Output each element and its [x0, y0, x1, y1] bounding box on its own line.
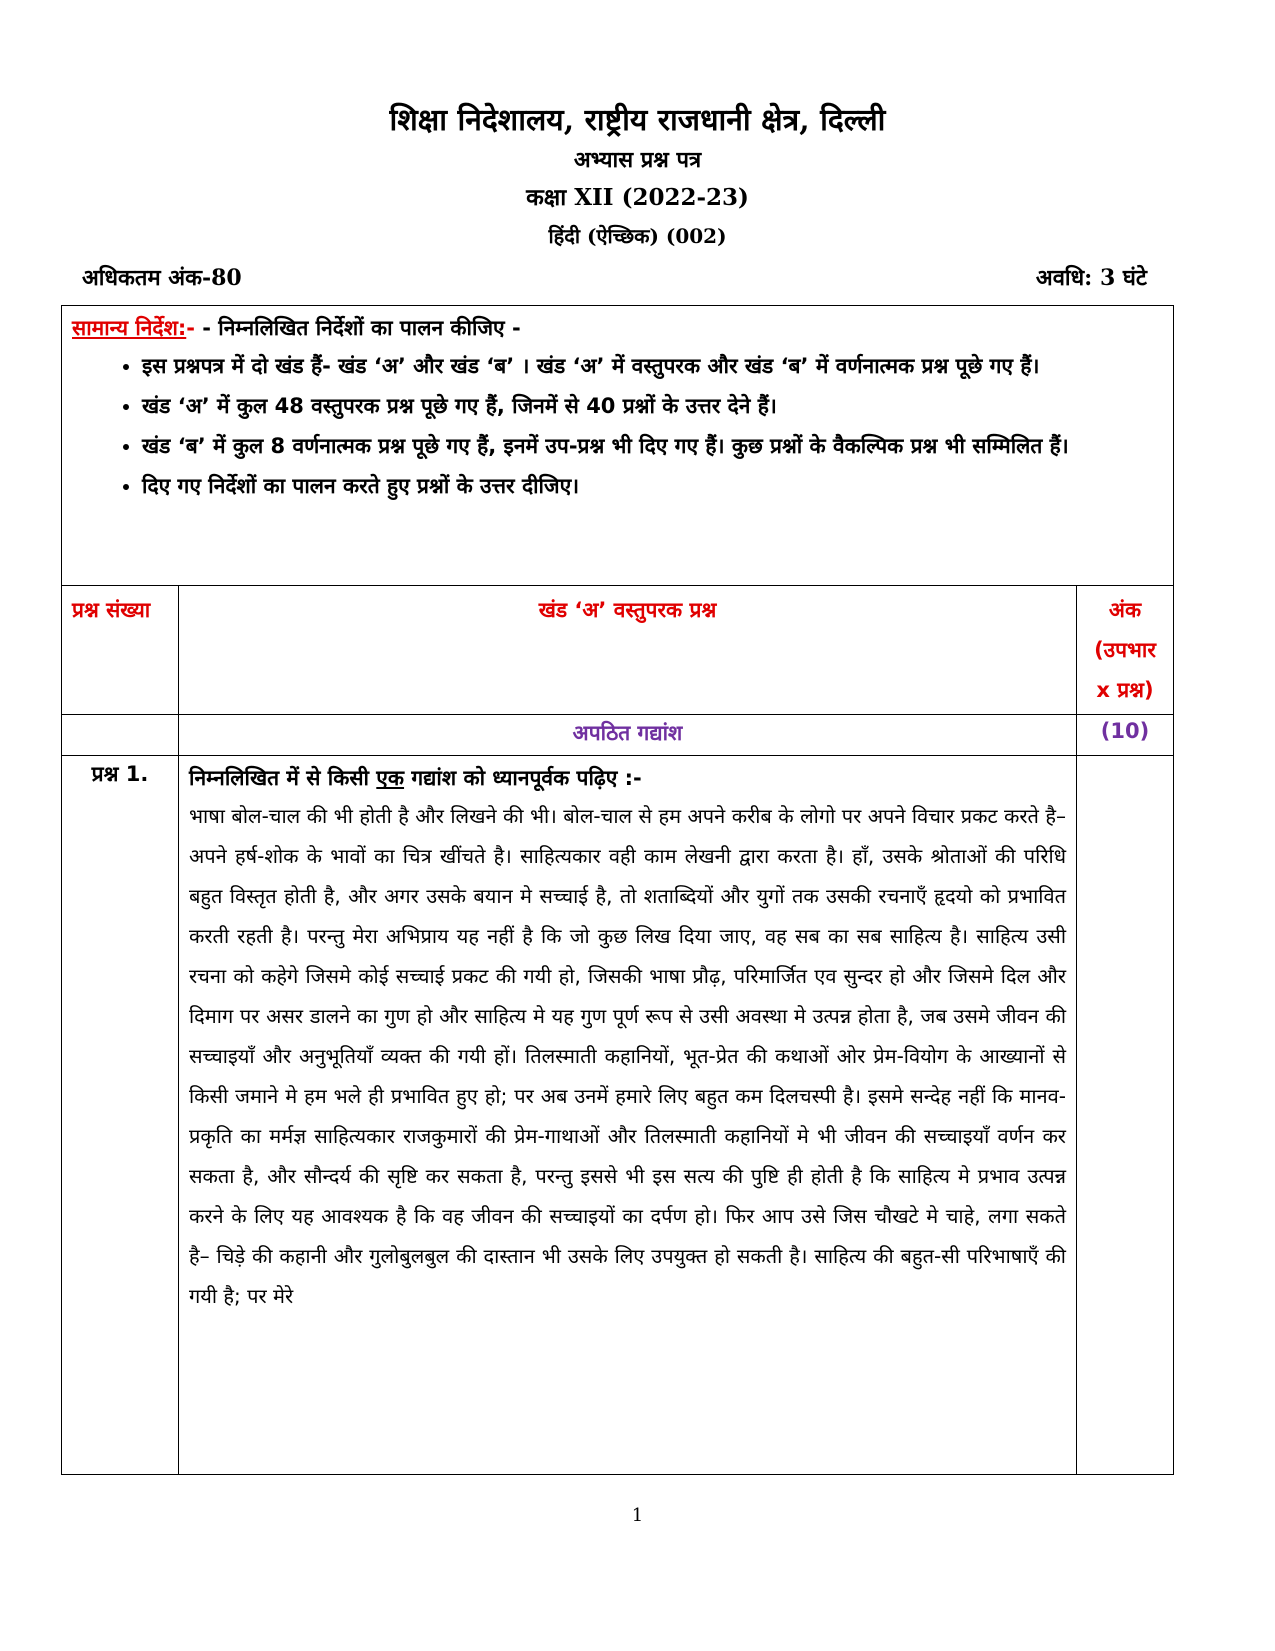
- question-body: [179, 756, 1077, 1475]
- question-row: [62, 756, 1174, 1475]
- question-title: [189, 760, 1066, 796]
- instructions-heading: सामान्य निर्देश:- - निम्नलिखित निर्देशों का पालन कीजिए -: [72, 316, 521, 340]
- section-row: [62, 715, 1174, 756]
- instruction-item: • खंड ‘ब’ में कुल 8 वर्णनात्मक प्रश्न पूछे गए हैं, इनमें उप-प्रश्न भी दिए गए हैं। कुछ प्रश्नों के वैकल्पिक प्रश्न भी सम्मिलित हैं।: [142, 426, 1202, 466]
- section-marks: (10): [1077, 715, 1174, 756]
- table-header-row: [62, 586, 1174, 715]
- max-marks: अधिकतम अंक-80: [82, 265, 242, 291]
- general-instructions-box: [61, 305, 1174, 585]
- duration: अवधि: 3 घंटे: [1035, 265, 1147, 291]
- class-label: कक्षा XII (2022-23): [526, 184, 749, 211]
- section-title: अपठित गद्यांश: [179, 715, 1077, 756]
- section-empty-cell: [62, 715, 179, 756]
- instructions-title: - निम्नलिखित निर्देशों का पालन कीजिए -: [202, 316, 521, 340]
- question-marks-cell: [1077, 756, 1174, 1475]
- col-question-number-header: प्रश्न संख्या: [62, 586, 179, 715]
- question-number: प्रश्न 1.: [62, 756, 179, 1475]
- question-title-part: गद्यांश को ध्यानपूर्वक पढ़िए :-: [411, 766, 642, 790]
- passage-text: भाषा बोल-चाल की भी होती है और लिखने की भी। बोल-चाल से हम अपने करीब के लोगो पर अपने विचार प्रकट करते है– अपने हर्ष-शोक के भावों का चित्र खींचते है। साहित्यकार वही काम लेखनी द्वारा करता है। हाँ, उसके श्रोताओं की परिधि बहुत विस्तृत होती है, और अगर उसके बयान मे सच्चाई है, तो शताब्दियों और युगों तक उसकी रचनाएँ हृदयो को प्रभावित करती रहती है। परन्तु मेरा अभिप्राय यह नहीं है कि जो कुछ लिख दिया जाए, वह सब का सब साहित्य है। साहित्य उसी रचना को कहेगे जिसमे कोई सच्चाई प्रकट की गयी हो, जिसकी भाषा प्रौढ़, परिमार्जित एव सुन्दर हो और जिसमे दिल और दिमाग पर असर डालने का गुण हो और साहित्य मे यह गुण पूर्ण रूप से उसी अवस्था मे उत्पन्न होता है, जब उसमे जीवन की सच्चाइयाँ और अनुभूतियाँ व्यक्त की गयी हों। तिलस्माती कहानियों, भूत-प्रेत की कथाओं ओर प्रेम-वियोग के आख्यानों से किसी जमाने मे हम भले ही प्रभावित हुए हो; पर अब उनमें हमारे लिए बहुत कम दिलचस्पी है। इसमे सन्देह नहीं कि मानव-प्रकृति का मर्मज्ञ साहित्यकार राजकुमारों की प्रेम-गाथाओं और तिलस्माती कहानियों मे भी जीवन की सच्चाइयाँ वर्णन कर सकता है, और सौन्दर्य की सृष्टि कर सकता है, परन्तु इससे भी इस सत्य की पुष्टि ही होती है कि साहित्य मे प्रभाव उत्पन्न करने के लिए यह आवश्यक है कि वह जीवन की सच्चाइयों का दर्पण हो। फिर आप उसे जिस चौखटे मे चाहे, लगा सकते है– चिड़े की कहानी और गुलोबुलबुल की दास्तान भी उसके लिए उपयुक्त हो सकती है। साहित्य की बहुत-सी परिभाषाएँ की गयी है; पर मेरे: [189, 804, 1066, 1308]
- page-number: 1: [631, 1505, 644, 1526]
- instruction-item: • दिए गए निर्देशों का पालन करते हुए प्रश्नों के उत्तर दीजिए।: [142, 466, 1202, 506]
- col-section-header: खंड ‘अ’ वस्तुपरक प्रश्न: [179, 586, 1077, 715]
- instructions-list: [102, 346, 1202, 506]
- directorate-title: शिक्षा निदेशालय, राष्ट्रीय राजधानी क्षेत्र, दिल्ली: [389, 103, 886, 138]
- instructions-label: सामान्य निर्देश:: [72, 316, 187, 340]
- question-table: [61, 585, 1174, 1475]
- paper-type: अभ्यास प्रश्न पत्र: [573, 147, 702, 173]
- instruction-item: • इस प्रश्नपत्र में दो खंड हैं- खंड ‘अ’ और खंड ‘ब’ । खंड ‘अ’ में वस्तुपरक और खंड ‘ब’ में वर्णनात्मक प्रश्न पूछे गए हैं।: [142, 346, 1202, 386]
- col-marks-header: अंक (उपभार x प्रश्न): [1077, 586, 1174, 715]
- question-title-emphasis: एक: [376, 766, 405, 790]
- instruction-item: • खंड ‘अ’ में कुल 48 वस्तुपरक प्रश्न पूछे गए हैं, जिनमें से 40 प्रश्नों के उत्तर देने हैं।: [142, 386, 1202, 426]
- question-title-part: निम्नलिखित में से किसी: [189, 766, 369, 790]
- subject-label: हिंदी (ऐच्छिक) (002): [548, 224, 727, 248]
- document-header: [0, 100, 1275, 254]
